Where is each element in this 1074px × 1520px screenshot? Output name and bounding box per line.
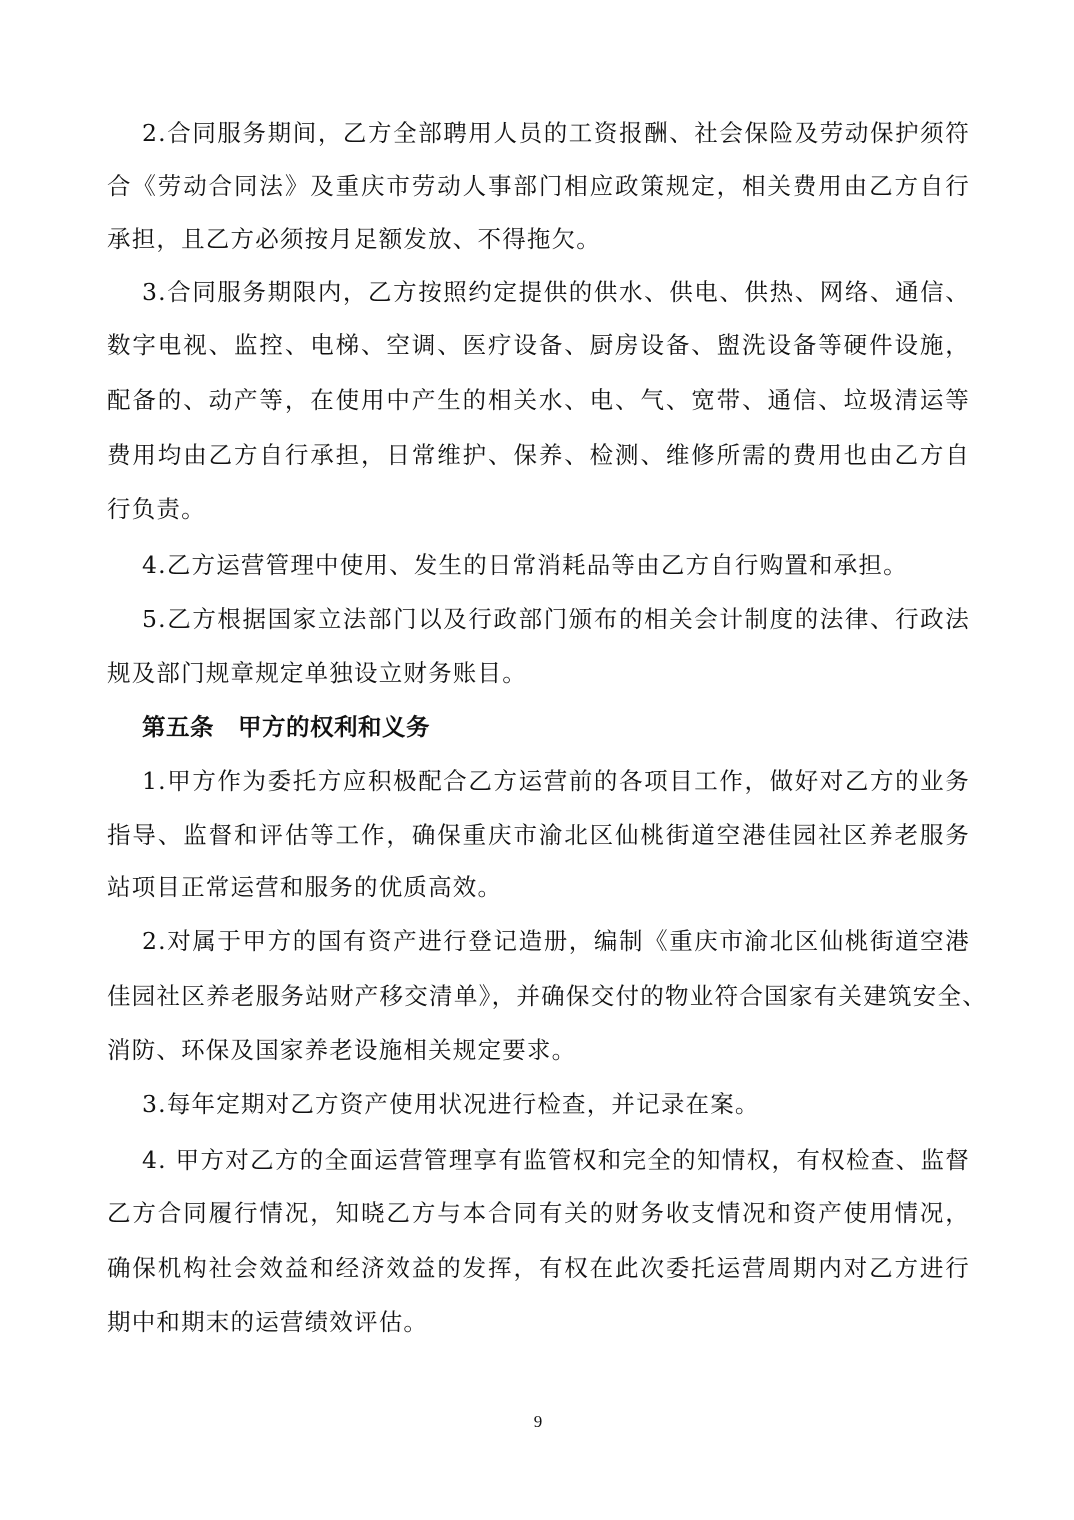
paragraph-line: 2.对属于甲方的国有资产进行登记造册，编制《重庆市渝北区仙桃街道空港 — [142, 927, 970, 955]
paragraph-line: 3.合同服务期限内，乙方按照约定提供的供水、供电、供热、网络、通信、 — [142, 278, 970, 306]
paragraph-line: 期中和期末的运营绩效评估。 — [107, 1308, 429, 1336]
paragraph-line: 3.每年定期对乙方资产使用状况进行检查，并记录在案。 — [142, 1090, 760, 1118]
paragraph-line: 4. 甲方对乙方的全面运营管理享有监管权和完全的知情权，有权检查、监督 — [142, 1146, 970, 1174]
paragraph-line: 乙方合同履行情况，知晓乙方与本合同有关的财务收支情况和资产使用情况， — [107, 1199, 970, 1227]
paragraph-line: 配备的、动产等，在使用中产生的相关水、电、气、宽带、通信、垃圾清运等 — [107, 386, 970, 414]
paragraph-line: 规及部门规章规定单独设立财务账目。 — [107, 659, 527, 687]
paragraph-line: 确保机构社会效益和经济效益的发挥，有权在此次委托运营周期内对乙方进行 — [107, 1254, 970, 1282]
paragraph-line: 合《劳动合同法》及重庆市劳动人事部门相应政策规定，相关费用由乙方自行 — [107, 172, 970, 200]
paragraph-line: 1.甲方作为委托方应积极配合乙方运营前的各项目工作，做好对乙方的业务 — [142, 767, 970, 795]
paragraph-line: 数字电视、监控、电梯、空调、医疗设备、厨房设备、盥洗设备等硬件设施， — [107, 331, 970, 359]
page-number: 9 — [533, 1412, 543, 1431]
paragraph-line: 4.乙方运营管理中使用、发生的日常消耗品等由乙方自行购置和承担。 — [142, 551, 908, 579]
paragraph-line: 承担，且乙方必须按月足额发放、不得拖欠。 — [107, 225, 601, 253]
paragraph-line: 费用均由乙方自行承担，日常维护、保养、检测、维修所需的费用也由乙方自 — [107, 441, 970, 469]
section-heading: 第五条 甲方的权利和义务 — [142, 713, 430, 741]
paragraph-line: 指导、监督和评估等工作，确保重庆市渝北区仙桃街道空港佳园社区养老服务 — [107, 821, 970, 849]
paragraph-line: 5.乙方根据国家立法部门以及行政部门颁布的相关会计制度的法律、行政法 — [142, 605, 970, 633]
paragraph-line: 消防、环保及国家养老设施相关规定要求。 — [107, 1036, 577, 1064]
paragraph-line: 站项目正常运营和服务的优质高效。 — [107, 873, 503, 901]
paragraph-line: 佳园社区养老服务站财产移交清单》，并确保交付的物业符合国家有关建筑安全、 — [107, 982, 987, 1010]
paragraph-line: 行负责。 — [107, 495, 206, 523]
paragraph-line: 2.合同服务期间，乙方全部聘用人员的工资报酬、社会保险及劳动保护须符 — [142, 119, 970, 147]
